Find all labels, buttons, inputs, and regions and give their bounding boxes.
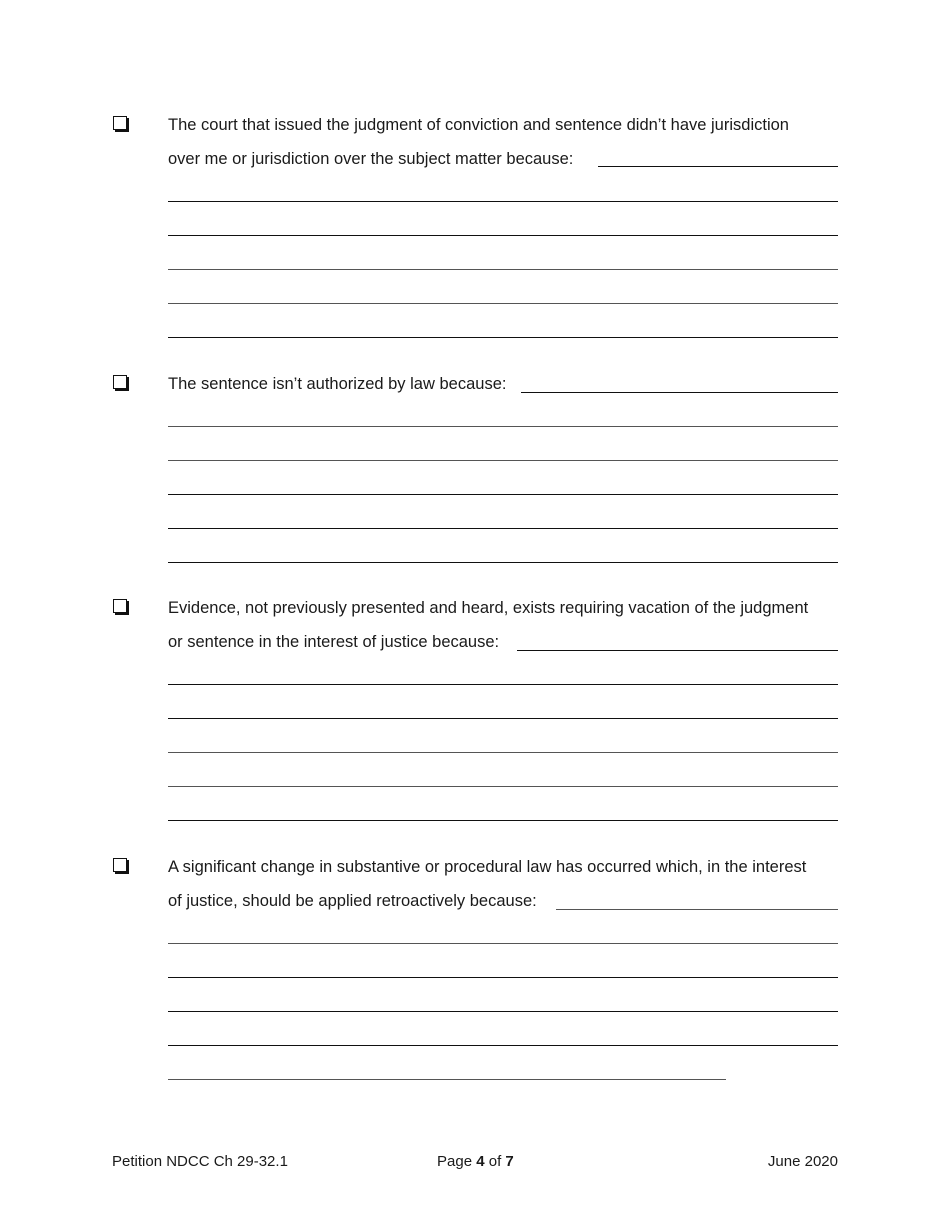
new-evidence-inline-blank[interactable]: [517, 650, 838, 651]
unauthorized-sentence-inline-blank[interactable]: [521, 392, 838, 393]
unauthorized-sentence-answer-line[interactable]: [168, 494, 838, 495]
new-evidence-answer-line[interactable]: [168, 820, 838, 821]
jurisdiction-answer-line[interactable]: [168, 337, 838, 338]
page-total: 7: [505, 1153, 514, 1170]
footer-page-number: [437, 1153, 514, 1171]
jurisdiction-answer-line[interactable]: [168, 269, 838, 270]
new-evidence-prompt-line-2: or sentence in the interest of justice because:: [168, 633, 500, 651]
jurisdiction-inline-blank[interactable]: [598, 166, 838, 167]
jurisdiction-prompt-line-1: The court that issued the judgment of conviction and sentence didn’t have jurisdiction: [168, 116, 789, 134]
page-current: 4: [476, 1153, 485, 1170]
footer-form-name: Petition NDCC Ch 29-32.1: [112, 1153, 288, 1170]
change-in-law-answer-line[interactable]: [168, 1045, 838, 1046]
new-evidence-checkbox[interactable]: [113, 599, 127, 613]
new-evidence-prompt-line-1: Evidence, not previously presented and heard, exists requiring vacation of the judgment: [168, 599, 809, 617]
unauthorized-sentence-answer-line[interactable]: [168, 528, 838, 529]
new-evidence-answer-line[interactable]: [168, 684, 838, 685]
new-evidence-answer-line[interactable]: [168, 786, 838, 787]
jurisdiction-prompt-line-2: over me or jurisdiction over the subject matter because:: [168, 150, 574, 168]
change-in-law-checkbox[interactable]: [113, 858, 127, 872]
unauthorized-sentence-answer-line[interactable]: [168, 426, 838, 427]
change-in-law-answer-line[interactable]: [168, 977, 838, 978]
jurisdiction-answer-line[interactable]: [168, 303, 838, 304]
change-in-law-inline-blank[interactable]: [556, 909, 838, 910]
page-of-label: of: [488, 1153, 502, 1170]
change-in-law-prompt-line-2: of justice, should be applied retroactively because:: [168, 892, 537, 910]
jurisdiction-answer-line[interactable]: [168, 201, 838, 202]
jurisdiction-checkbox[interactable]: [113, 116, 127, 130]
unauthorized-sentence-prompt: The sentence isn’t authorized by law because:: [168, 375, 507, 393]
new-evidence-answer-line[interactable]: [168, 752, 838, 753]
unauthorized-sentence-checkbox[interactable]: [113, 375, 127, 389]
jurisdiction-answer-line[interactable]: [168, 235, 838, 236]
unauthorized-sentence-answer-line[interactable]: [168, 460, 838, 461]
change-in-law-answer-line[interactable]: [168, 943, 838, 944]
change-in-law-answer-line[interactable]: [168, 1079, 726, 1080]
change-in-law-answer-line[interactable]: [168, 1011, 838, 1012]
footer-date: June 2020: [767, 1153, 838, 1170]
change-in-law-prompt-line-1: A significant change in substantive or procedural law has occurred which, in the interest: [168, 858, 807, 876]
new-evidence-answer-line[interactable]: [168, 718, 838, 719]
page-label: Page: [437, 1153, 473, 1170]
unauthorized-sentence-answer-line[interactable]: [168, 562, 838, 563]
